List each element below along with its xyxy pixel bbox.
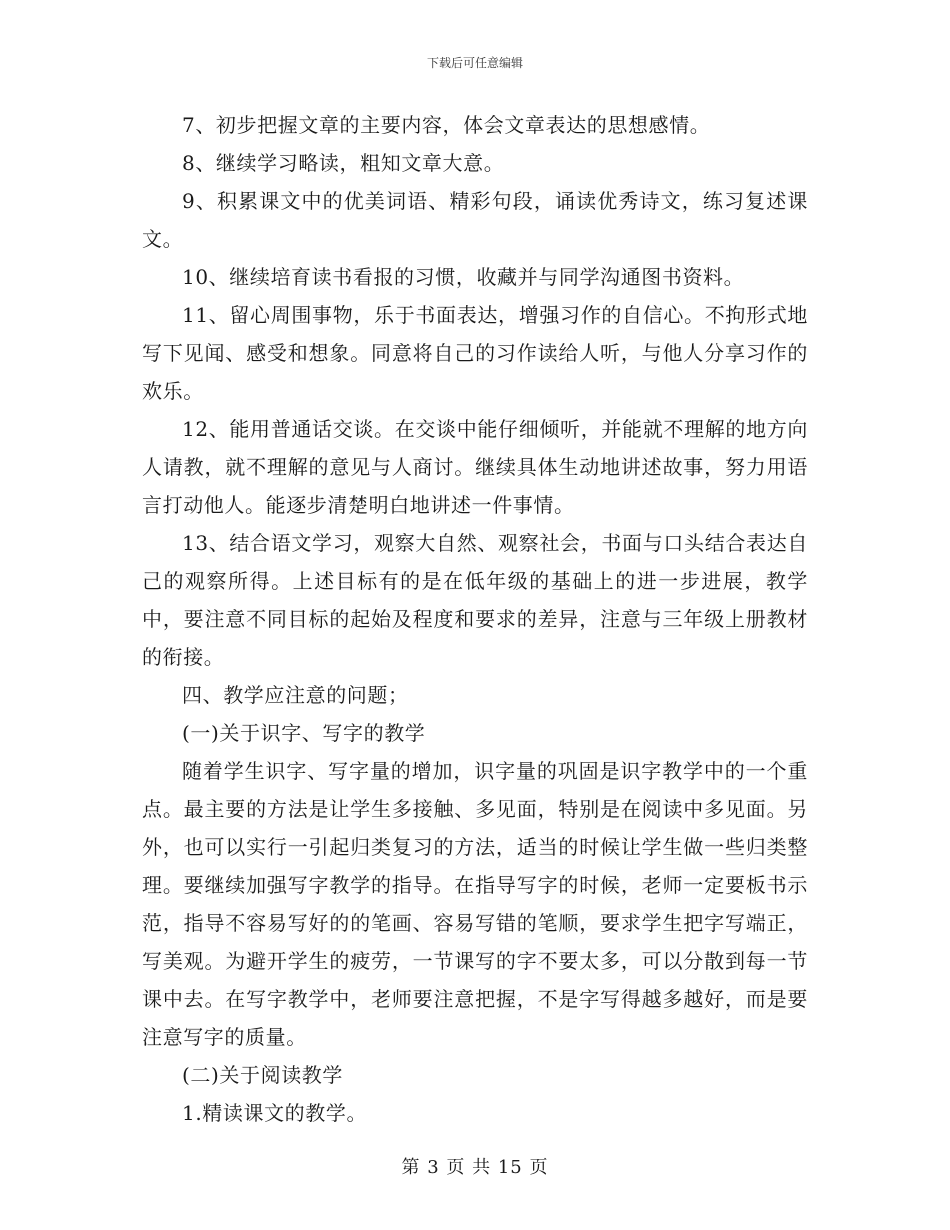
subsection-heading-2: (二)关于阅读教学 (182, 1063, 344, 1087)
page-number-footer: 第 3 页 共 15 页 (401, 1157, 549, 1178)
list-item-1: 1.精读课文的教学。 (182, 1101, 368, 1125)
paragraph-9: 9、积累课文中的优美词语、精彩句段，诵读优秀诗文，练习复述课文。 (142, 189, 808, 251)
paragraph-10: 10、继续培育读书看报的习惯，收藏并与同学沟通图书资料。 (182, 265, 745, 289)
paragraph-11: 11、留心周围事物，乐于书面表达，增强习作的自信心。不拘形式地写下见闻、感受和想象。同意将自己的习作读给人听，与他人分享习作的欢乐。 (142, 303, 808, 403)
subsection-heading-1: (一)关于识字、写字的教学 (182, 721, 426, 745)
paragraph-8: 8、继续学习略读，粗知文章大意。 (182, 151, 505, 175)
paragraph-literacy: 随着学生识字、写字量的增加，识字量的巩固是识字教学中的一个重点。最主要的方法是让学生多接触、多见面，特别是在阅读中多见面。另外，也可以实行一引起归类复习的方法，适当的时候让学生做一些归类整理。要继续加强写字教学的指导。在指导写字的时候，老师一定要板书示范，指导不容易写好的的笔画、容易写错的笔顺，要求学生把字写端正，写美观。为避开学生的疲劳，一节课写的字不要太多，可以分散到每一节课中去。在写字教学中，老师要注意把握，不是字写得越多越好，而是要注意写字的质量。 (142, 759, 808, 1049)
paragraph-13: 13、结合语文学习，观察大自然、观察社会，书面与口头结合表达自己的观察所得。上述目标有的是在低年级的基础上的进一步进展，教学中，要注意不同目标的起始及程度和要求的差异，注意与三年级上册教材的衔接。 (142, 531, 808, 669)
page-header: 下载后可任意编辑 (426, 56, 523, 70)
paragraph-12: 12、能用普通话交谈。在交谈中能仔细倾听，并能就不理解的地方向人请教，就不理解的意见与人商讨。继续具体生动地讲述故事，努力用语言打动他人。能逐步清楚明白地讲述一件事情。 (142, 417, 808, 517)
document-body (142, 106, 808, 1132)
section-heading-4: 四、教学应注意的问题； (182, 683, 409, 707)
paragraph-7: 7、初步把握文章的主要内容，体会文章表达的思想感情。 (182, 113, 711, 137)
